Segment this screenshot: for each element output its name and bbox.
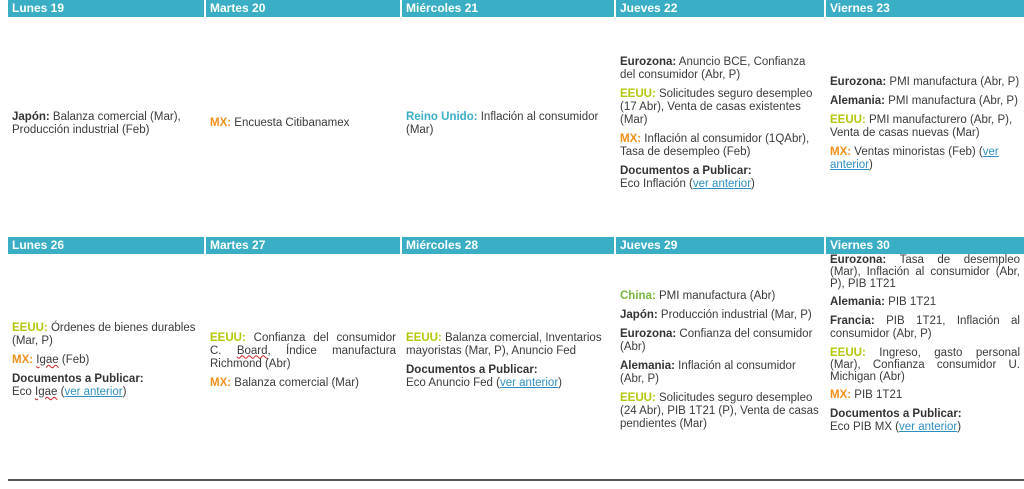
event-entry (406, 111, 610, 137)
event-text: PIB 1T21 (851, 389, 903, 401)
event-entry (830, 95, 1020, 108)
country-label: EEUU: (620, 88, 656, 100)
country-label: Reino Unido: (406, 110, 478, 123)
header-lunes-26: Lunes 26 (8, 237, 206, 254)
cell-jueves-22 (616, 17, 826, 230)
cell-martes-27 (206, 254, 402, 467)
event-text: Tasa de desempleo (Mar), Inflación al consumidor (Abr, P), PIB 1T21 (830, 254, 1020, 290)
documents-block (12, 373, 200, 399)
country-label: Alemania: (830, 296, 885, 308)
event-entry (830, 315, 1020, 341)
ver-anterior-link[interactable]: ver anterior (499, 376, 559, 389)
event-text: Balanza comercial (Mar) (231, 376, 359, 389)
bottom-divider (8, 479, 1024, 481)
header-jueves-29: Jueves 29 (616, 237, 826, 254)
country-label: Eurozona: (830, 75, 887, 88)
ver-anterior-link[interactable]: ver anterior (692, 178, 752, 190)
event-entry (620, 88, 820, 127)
paren-close: ) (558, 376, 562, 389)
event-text: Anuncio BCE, Confianza del consumidor (Abr, P) (620, 56, 806, 81)
event-text: PMI manufactura (Abr, P) (886, 75, 1020, 88)
week-1-table (8, 0, 1024, 230)
country-label: EEUU: (830, 347, 866, 359)
event-text: PIB 1T21, Inflación al consumidor (Abr, P) (830, 315, 1020, 340)
event-text-word: Igae (36, 354, 59, 366)
event-entry (830, 254, 1020, 290)
cell-viernes-23 (826, 17, 1024, 230)
cell-miercoles-21 (402, 17, 616, 230)
ver-anterior-link[interactable]: ver anterior (830, 145, 999, 171)
week-1-header-row (8, 0, 1024, 17)
event-entry (620, 290, 820, 303)
event-entry (830, 114, 1020, 140)
event-text-word: Board (236, 344, 268, 357)
country-label: MX: (830, 389, 852, 401)
event-text: PMI manufacturero (Abr, P), Venta de casas nuevas (Mar) (830, 113, 1013, 139)
header-viernes-30: Viernes 30 (830, 238, 890, 252)
documents-title: Documentos a Publicar: (830, 408, 962, 420)
event-entry (620, 56, 820, 82)
event-entry (830, 296, 1020, 309)
paren-close: ) (751, 178, 755, 190)
event-entry (210, 117, 396, 130)
country-label: MX: (210, 376, 232, 389)
cell-lunes-26 (8, 254, 206, 467)
document-name: Eco Anuncio Fed ( (406, 376, 500, 389)
cell-miercoles-28 (402, 254, 616, 467)
documents-block (406, 364, 610, 390)
documents-title: Documentos a Publicar: (620, 165, 752, 177)
event-entry (12, 111, 200, 137)
country-label: Eurozona: (620, 328, 677, 340)
event-entry (406, 332, 610, 358)
event-text: Solicitudes seguro desempleo (17 Abr), Venta de casas existentes (Mar) (620, 88, 813, 126)
event-text: Inflación al consumidor (1QAbr), Tasa de desempleo (Feb) (620, 133, 810, 158)
event-entry (620, 392, 820, 431)
event-text: Órdenes de bienes durables (Mar, P) (12, 322, 196, 347)
event-text: Confianza del consumidor (Abr) (620, 328, 813, 353)
event-entry (830, 389, 1020, 402)
header-miercoles-21: Miércoles 21 (402, 0, 616, 17)
document-name: Eco (12, 386, 36, 398)
ver-anterior-link[interactable]: ver anterior (899, 421, 958, 433)
header-viernes-23: Viernes 23 (830, 1, 890, 15)
week-2-header-row (8, 237, 1024, 254)
event-text: PMI manufactura (Abr) (655, 290, 776, 302)
event-text: Ventas minoristas (Feb) ( (851, 145, 983, 158)
event-entry (620, 360, 820, 386)
week-2-table (8, 237, 1024, 467)
event-entry (12, 322, 200, 348)
event-entry (12, 354, 200, 367)
country-label: Eurozona: (830, 254, 887, 266)
cell-lunes-19 (8, 17, 206, 230)
documents-title: Documentos a Publicar: (12, 373, 144, 385)
cell-viernes-30 (826, 254, 1024, 467)
country-label: EEUU: (406, 331, 442, 344)
country-label: EEUU: (830, 113, 866, 126)
document-name-post: ( (57, 386, 65, 398)
event-text: Inflación al consumidor (Abr, P) (620, 360, 796, 385)
documents-title: Documentos a Publicar: (406, 363, 538, 376)
country-label: MX: (210, 117, 232, 129)
event-text: PIB 1T21 (884, 296, 937, 308)
event-text: Encuesta Citibanamex (231, 117, 350, 129)
event-text: PMI manufactura (Abr, P) (884, 94, 1018, 107)
documents-block (830, 408, 1020, 434)
country-label: Alemania: (830, 94, 885, 107)
document-name: Eco PIB MX ( (830, 421, 900, 433)
event-text: Balanza comercial (Mar), Producción industrial (Feb) (12, 110, 181, 136)
documents-block (620, 165, 820, 191)
event-text: (Feb) (58, 354, 90, 366)
week-2-body-row (8, 254, 1024, 467)
week-1-body-row (8, 17, 1024, 230)
event-entry (620, 309, 820, 322)
country-label: MX: (830, 145, 852, 158)
country-label: Francia: (830, 315, 875, 327)
header-miercoles-28: Miércoles 28 (402, 237, 616, 254)
event-entry (210, 332, 396, 371)
country-label: China: (620, 290, 656, 302)
cell-martes-20 (206, 17, 402, 230)
event-text: Balanza comercial, Inventarios mayoristas (Mar, P), Anuncio Fed (406, 331, 602, 357)
document-name: Eco Inflación ( (620, 178, 693, 190)
event-text: Inflación al consumidor (Mar) (406, 110, 599, 136)
event-entry (830, 347, 1020, 383)
paren-close: ) (122, 386, 127, 398)
country-label: MX: (620, 133, 642, 145)
event-text: Solicitudes seguro desempleo (24 Abr), PIB 1T21 (P), Venta de casas pendientes (Mar) (620, 392, 819, 430)
country-label: Eurozona: (620, 56, 677, 68)
country-label: MX: (12, 354, 34, 366)
header-lunes-19: Lunes 19 (8, 0, 206, 17)
header-jueves-22: Jueves 22 (616, 0, 826, 17)
paren-close: ) (957, 421, 962, 433)
country-label: Japón: (620, 309, 658, 321)
event-text: Ingreso, gasto personal (Mar), Confianza consumidor U. Michigan (Abr) (830, 347, 1020, 383)
document-name-word: Igae (35, 386, 58, 398)
country-label: Japón: (12, 110, 50, 123)
cell-jueves-29 (616, 254, 826, 467)
event-entry (830, 146, 1020, 172)
event-entry (620, 133, 820, 159)
country-label: Alemania: (620, 360, 675, 372)
event-text: Producción industrial (Mar, P) (657, 309, 812, 321)
paren-close: ) (869, 158, 873, 171)
event-entry (210, 377, 396, 390)
country-label: EEUU: (620, 392, 656, 404)
country-label: EEUU: (12, 322, 48, 334)
event-text-b: , Índice manufactura Richmond (Abr) (210, 344, 396, 370)
country-label: EEUU: (210, 331, 246, 344)
event-entry (830, 76, 1020, 89)
header-martes-20: Martes 20 (206, 0, 402, 17)
event-entry (620, 328, 820, 354)
ver-anterior-link[interactable]: ver anterior (64, 386, 123, 398)
header-martes-27: Martes 27 (206, 237, 402, 254)
event-text: Confianza del consumidor C. (210, 331, 396, 357)
